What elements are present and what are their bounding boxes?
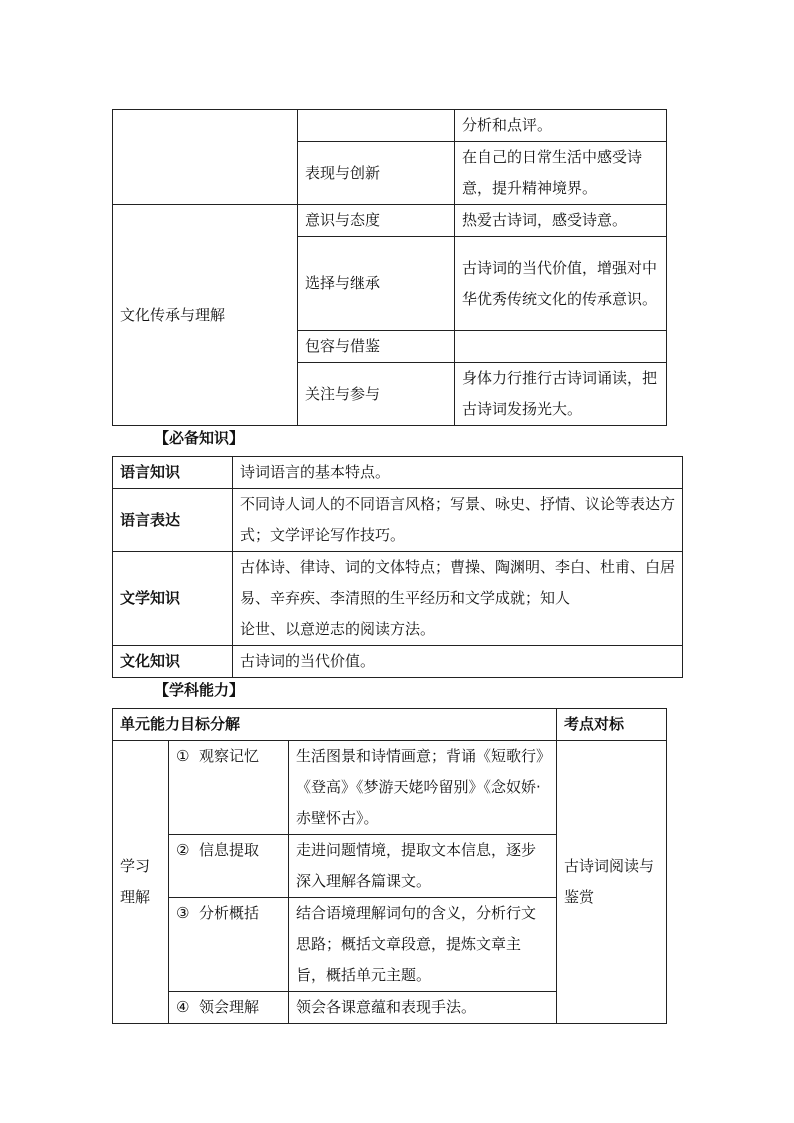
ability-label-cell <box>169 835 289 898</box>
content-cell: 热爱古诗词，感受诗意。 <box>455 205 667 237</box>
item-cell: 包容与借鉴 <box>298 331 455 363</box>
knowledge-content-line: 古体诗、律诗、词的文体特点；曹操、陶渊明、李白、杜甫、白居易、辛弃疾、李清照的生平经历和文学成就；知人 <box>240 558 676 607</box>
ability-target-cell: 古诗词阅读与鉴赏 <box>557 741 667 1024</box>
knowledge-table <box>112 456 683 678</box>
ability-label-cell <box>169 898 289 992</box>
ability-content-cell: 走进问题情境，提取文本信息，逐步深入理解各篇课文。 <box>289 835 557 898</box>
ability-num: ④ <box>176 998 190 1016</box>
item-cell: 关注与参与 <box>298 363 455 426</box>
knowledge-label: 语言知识 <box>113 457 233 489</box>
content-cell: 身体力行推行古诗词诵读，把古诗词发扬光大。 <box>455 363 667 426</box>
knowledge-content <box>233 552 683 646</box>
knowledge-content: 古诗词的当代价值。 <box>233 646 683 678</box>
ability-label-cell <box>169 741 289 835</box>
category-cell <box>113 110 298 205</box>
ability-num: ② <box>176 841 190 859</box>
ability-header-right: 考点对标 <box>557 709 667 741</box>
ability-num: ③ <box>176 904 190 922</box>
content-cell: 古诗词的当代价值，增强对中华优秀传统文化的传承意识。 <box>455 237 667 331</box>
item-cell: 意识与态度 <box>298 205 455 237</box>
ability-group-cell: 学习理解 <box>113 741 169 1024</box>
ability-content-cell: 领会各课意蕴和表现手法。 <box>289 992 557 1024</box>
knowledge-label: 文化知识 <box>113 646 233 678</box>
knowledge-content: 不同诗人词人的不同语言风格；写景、咏史、抒情、议论等表达方式；文学评论写作技巧。 <box>233 489 683 552</box>
item-cell: 选择与继承 <box>298 237 455 331</box>
item-cell <box>298 110 455 142</box>
content-cell <box>455 331 667 363</box>
knowledge-label: 文学知识 <box>113 552 233 646</box>
ability-content-cell: 生活图景和诗情画意；背诵《短歌行》《登高》《梦游天姥吟留别》《念奴娇·赤壁怀古》。 <box>289 741 557 835</box>
knowledge-content: 诗词语言的基本特点。 <box>233 457 683 489</box>
ability-label: 领会理解 <box>199 998 260 1016</box>
ability-label: 信息提取 <box>199 841 260 859</box>
item-cell: 表现与创新 <box>298 142 455 205</box>
ability-label: 观察记忆 <box>199 747 260 765</box>
ability-content-cell: 结合语境理解词句的含义，分析行文思路；概括文章段意，提炼文章主旨，概括单元主题。 <box>289 898 557 992</box>
ability-label: 分析概括 <box>199 904 260 922</box>
literacy-table <box>112 109 667 426</box>
section-heading-ability: 【学科能力】 <box>154 681 245 699</box>
content-cell: 分析和点评。 <box>455 110 667 142</box>
ability-header-left: 单元能力目标分解 <box>113 709 557 741</box>
knowledge-content-line: 论世、以意逆志的阅读方法。 <box>240 620 436 638</box>
content-cell: 在自己的日常生活中感受诗意，提升精神境界。 <box>455 142 667 205</box>
section-heading-knowledge: 【必备知识】 <box>154 429 245 447</box>
knowledge-label: 语言表达 <box>113 489 233 552</box>
category-cell: 文化传承与理解 <box>113 205 298 426</box>
ability-num: ① <box>176 747 190 765</box>
ability-label-cell <box>169 992 289 1024</box>
ability-table <box>112 708 667 1024</box>
